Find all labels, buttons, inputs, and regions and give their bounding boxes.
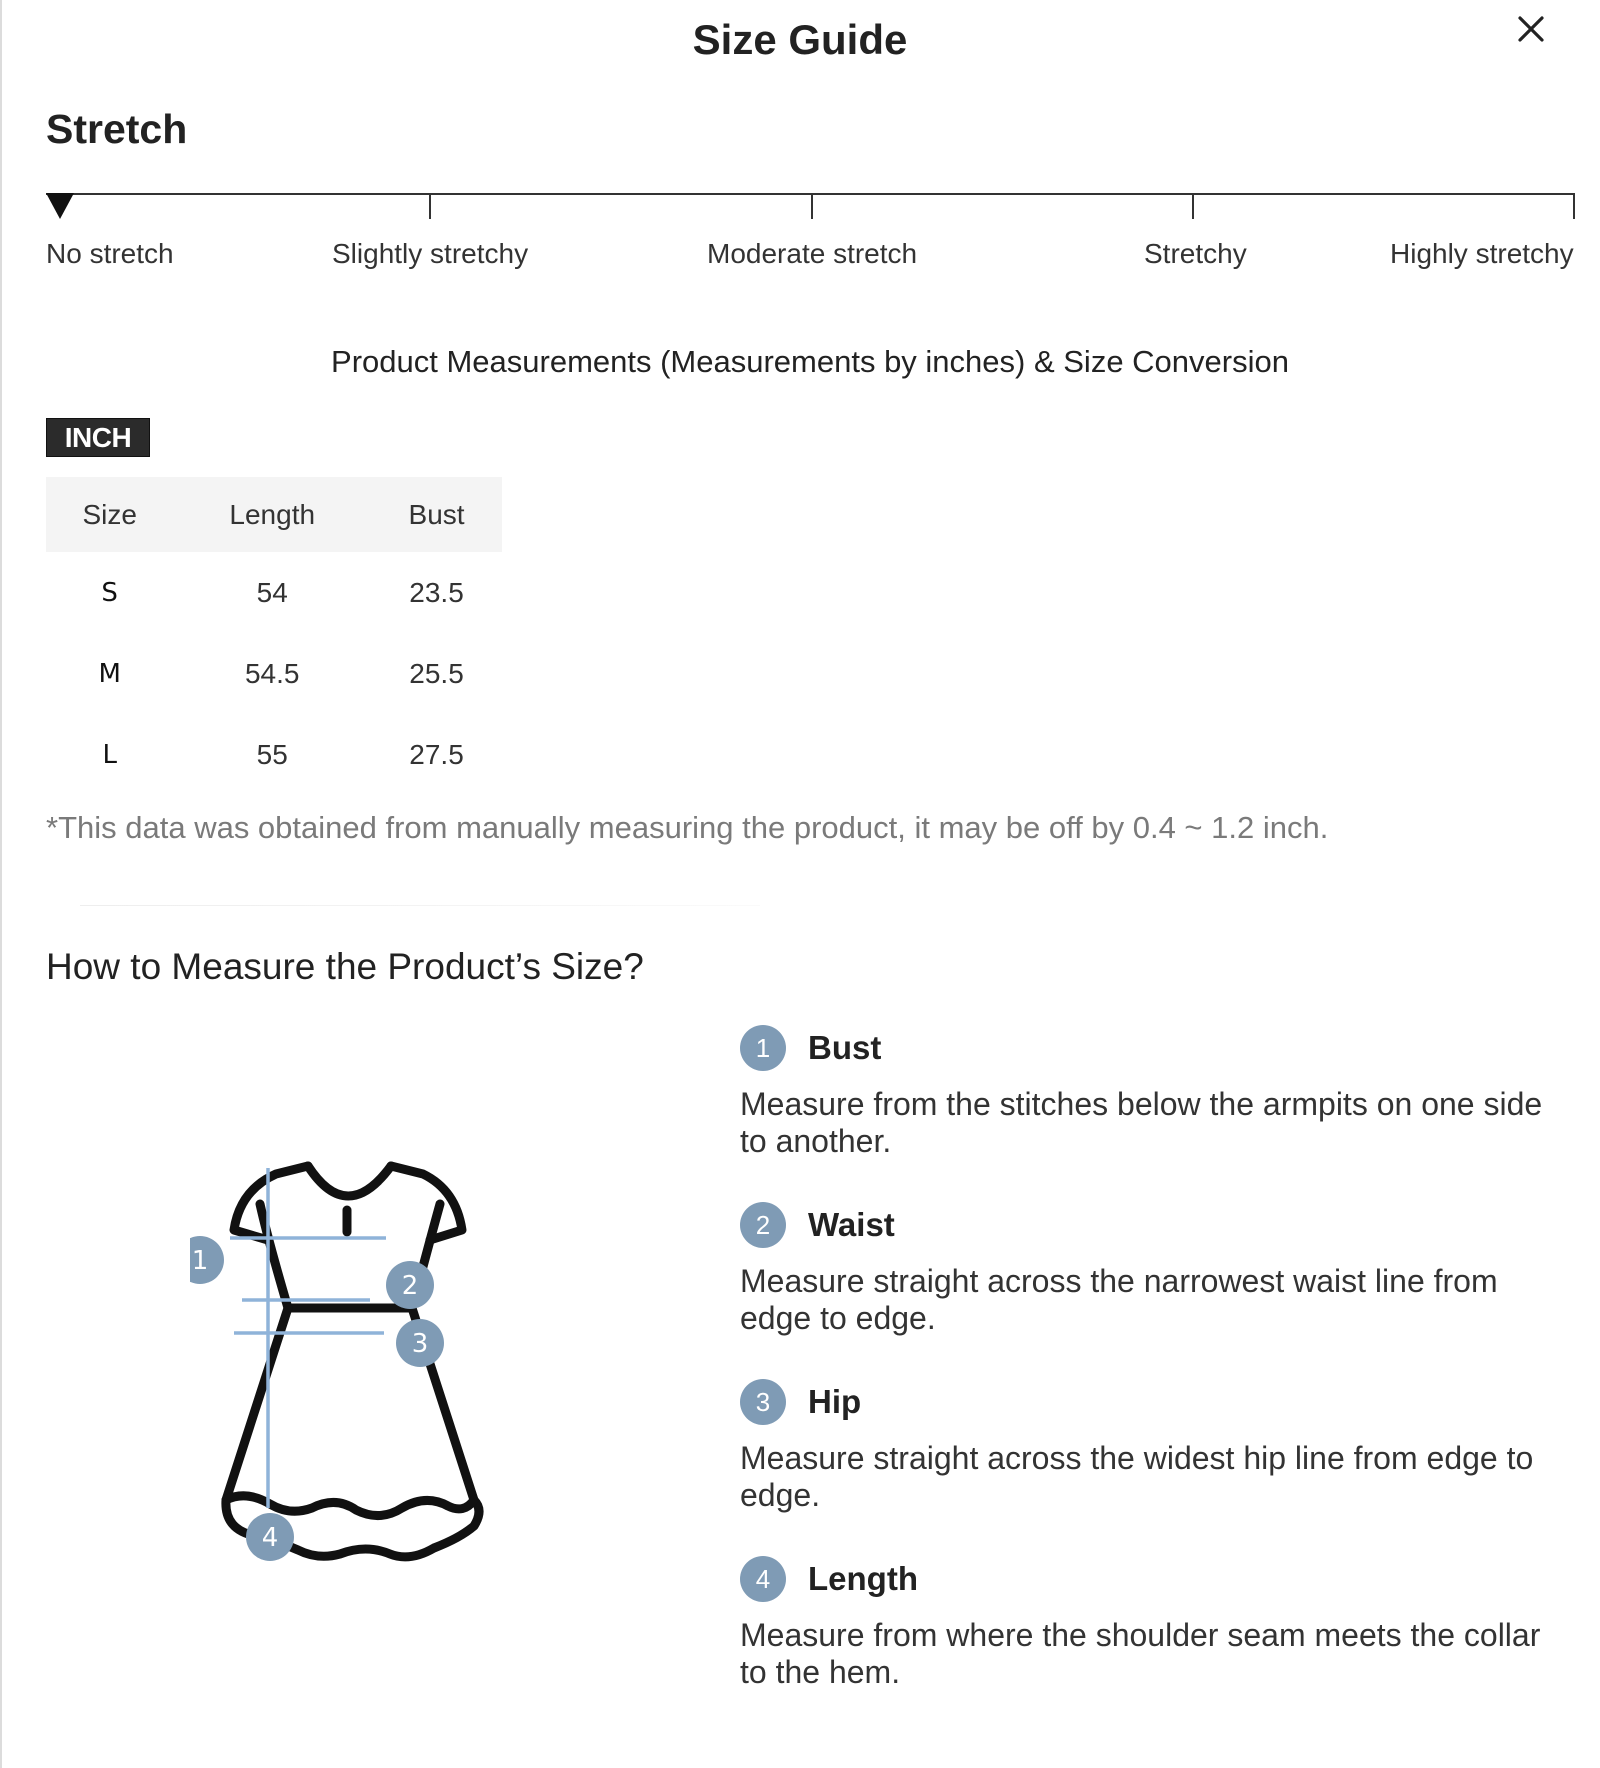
how-to-measure-title: How to Measure the Product’s Size?	[46, 946, 644, 987]
measurement-note: *This data was obtained from manually measuring the product, it may be off by 0.4 ~ 1.2 inch.	[46, 810, 1329, 845]
step-description: Measure from the stitches below the armpits on one side to another.	[740, 1086, 1543, 1159]
table-row	[46, 552, 502, 633]
length-cell: 54.5	[244, 657, 300, 689]
size-table	[46, 477, 502, 795]
stretch-label-highly: Highly stretchy	[1390, 238, 1574, 269]
step-description: Measure from where the shoulder seam meets the collar to the hem.	[740, 1617, 1541, 1690]
column-header-size: Size	[46, 477, 173, 552]
step-description: Measure straight across the widest hip line from edge to edge.	[740, 1440, 1534, 1513]
step-title: Bust	[808, 1029, 882, 1066]
measure-step-length	[740, 1555, 1570, 1691]
step-title: Hip	[808, 1383, 862, 1420]
stretch-scale-line	[46, 193, 1573, 195]
svg-text:1: 1	[191, 1246, 209, 1276]
stretch-scale-tick	[429, 193, 431, 219]
stretch-title: Stretch	[46, 106, 188, 152]
stretch-scale	[46, 190, 1576, 280]
step-description: Measure straight across the narrowest waist line from edge to edge.	[740, 1263, 1498, 1336]
stretch-marker-icon	[46, 193, 74, 219]
column-header-length: Length	[173, 477, 371, 552]
stretch-scale-tick	[811, 193, 813, 219]
svg-text:2: 2	[401, 1271, 419, 1301]
step-head	[740, 1378, 1570, 1426]
step-head	[740, 1201, 1570, 1249]
step-number-badge: 1	[740, 1025, 786, 1071]
stretch-scale-tick	[1192, 193, 1194, 219]
step-number-badge: 4	[740, 1556, 786, 1602]
section-divider	[80, 905, 760, 906]
step-head	[740, 1024, 1570, 1072]
table-row	[46, 714, 502, 795]
bust-cell: 23.5	[409, 576, 464, 608]
modal-title: Size Guide	[692, 16, 908, 63]
size-cell: L	[102, 739, 117, 770]
stretch-label-stretchy: Stretchy	[1144, 238, 1247, 269]
stretch-label-no-stretch: No stretch	[46, 238, 174, 269]
length-cell: 54	[256, 576, 288, 608]
step-number-badge: 3	[740, 1379, 786, 1425]
step-title: Waist	[808, 1206, 895, 1243]
size-cell: M	[98, 658, 121, 689]
size-cell: S	[101, 577, 118, 608]
column-header-bust: Bust	[371, 477, 502, 552]
step-number-badge: 2	[740, 1202, 786, 1248]
measure-step-waist	[740, 1201, 1570, 1337]
modal-left-border	[0, 0, 2, 1768]
svg-text:4: 4	[261, 1523, 279, 1553]
step-title: Length	[808, 1560, 918, 1597]
unit-badge[interactable]: INCH	[46, 418, 150, 457]
stretch-label-slightly: Slightly stretchy	[332, 238, 529, 269]
svg-text:3: 3	[411, 1329, 429, 1359]
measure-step-bust	[740, 1024, 1570, 1160]
length-cell: 55	[256, 738, 288, 770]
close-icon[interactable]	[1508, 6, 1554, 52]
measurements-heading: Product Measurements (Measurements by inches) & Size Conversion	[331, 344, 1289, 379]
table-row	[46, 633, 502, 714]
bust-cell: 25.5	[409, 657, 464, 689]
stretch-label-moderate: Moderate stretch	[707, 238, 918, 269]
dress-diagram-icon	[190, 1140, 520, 1620]
stretch-scale-tick	[1573, 193, 1575, 219]
table-header-row	[46, 477, 502, 552]
step-head	[740, 1555, 1570, 1603]
measure-step-hip	[740, 1378, 1570, 1514]
bust-cell: 27.5	[409, 738, 464, 770]
